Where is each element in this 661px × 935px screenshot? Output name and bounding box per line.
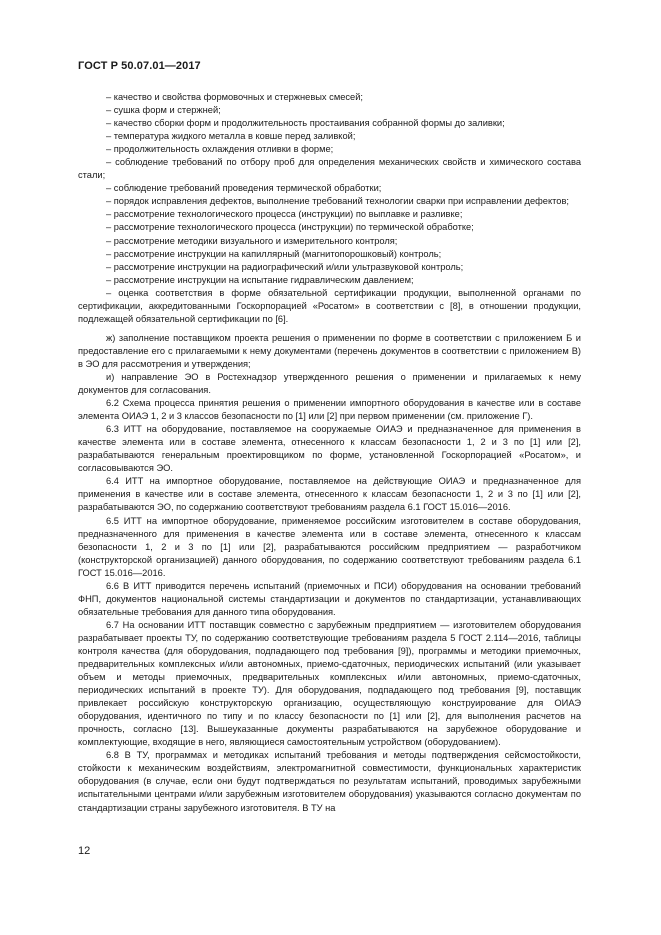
list-item: – рассмотрение технологического процесса (инструкции) по термической обработке; xyxy=(78,221,581,234)
list-item: – порядок исправления дефектов, выполнение требований технологии сварки при исправлении дефектов; xyxy=(78,195,581,208)
paragraph-6-8: 6.8 В ТУ, программах и методиках испытаний требования и методы подтверждения сейсмостойкости, стойкости к механическим воздействиям, электромагнитной совместимости, функциональных характеристик оборудования (в случае, если они будут подтверждаться по результатам испытаний, проводимых зарубежными испытательными центрами и/или зарубежным изготовителем оборудования) указываются согласно документам по стандартизации страны зарубежного изготовителя. В ТУ на xyxy=(78,750,581,813)
paragraph-6-2: 6.2 Схема процесса принятия решения о применении импортного оборудования в качестве или в составе элемента ОИАЭ 1, 2 и 3 классов безопасности по [1] или [2] при первом применении (см. приложение Г). xyxy=(78,398,581,422)
control-items-list xyxy=(78,91,581,326)
list-item: – соблюдение требований проведения термической обработки; xyxy=(78,182,581,195)
paragraph-6-4: 6.4 ИТТ на импортное оборудование, поставляемое на действующие ОИАЭ и предназначенное для применения в качестве или в составе элемента, отнесенного к классам безопасности 1, 2 и 3 по [1] или [2], разрабатываются ЭО, по содержанию соответствуют требованиям раздела 6.1 ГОСТ 15.016—2016. xyxy=(78,476,581,513)
paragraph-6-5: 6.5 ИТТ на импортное оборудование, применяемое российским изготовителем в составе оборудования, предназначенного для применения в качестве элемента или в составе элемента, отнесенного к классам безопасности 1, 2 и 3 по [1] или [2], разрабатываются российским предприятием — разработчиком (конструкторской организацией) данного оборудования, по содержанию соответствуют требованиям раздела 6.1 ГОСТ 15.016—2016. xyxy=(78,515,581,578)
list-item: – соблюдение требований по отбору проб для определения механических свойств и химического состава стали; xyxy=(78,156,581,182)
paragraph-6-7: 6.7 На основании ИТТ поставщик совместно с зарубежным предприятием — изготовителем оборудования разрабатывает проекты ТУ, по содержанию соответствующие требованиям раздела 5 ГОСТ 2.114—2016, таблицы контроля качества (для оборудования, подпадающего под требования [9]), программы и методики приемочных, предварительных комплексных и/или автономных, приемо-сдаточных, периодических испытаний (или указывает объем и методы приемочных, предварительных комплексных и/или автономных, приемо-сдаточных, периодических испытаний в проекте ТУ). Для оборудования, подпадающего под требования [9], поставщик привлекает российскую конструкторскую организацию, осуществляющую конструирование для ОИАЭ оборудования, идентичного по типу и по классу безопасности по [1] или [2], для выполнения расчетов на прочность, согласно [13]. Вышеуказанные документы разрабатываются на зарубежное оборудование и комплектующие, входящие в него, являющиеся самостоятельным устройством (оборудованием). xyxy=(78,619,581,748)
standard-designation: ГОСТ Р 50.07.01—2017 xyxy=(78,60,201,72)
list-item: – продолжительность охлаждения отливки в форме; xyxy=(78,143,581,156)
paragraph-i: и) направление ЭО в Ростехнадзор утвержденного решения о применении и прилагаемых к нему документов для согласования. xyxy=(78,371,581,396)
list-item: – рассмотрение инструкции на радиографический и/или ультразвуковой контроль; xyxy=(78,261,581,274)
list-item: – оценка соответствия в форме обязательной сертификации продукции, выполненной органами по сертификации, аккредитованными Госкорпорацией «Росатом» в соответствии с [8], в отношении продукции, подлежащей обязательной сертификации по [6]. xyxy=(78,287,581,326)
paragraph-6-3: 6.3 ИТТ на оборудование, поставляемое на сооружаемые ОИАЭ и предназначенное для применения в качестве элемента или в составе элемента, отнесенного к классам безопасности 1, 2 и 3 по [1] или [2], разрабатываются генеральным проектировщиком по форме, установленной Госкорпорацией «Росатом», и согласовываются ЭО. xyxy=(78,424,581,474)
list-item: – температура жидкого металла в ковше перед заливкой; xyxy=(78,130,581,143)
list-item: – рассмотрение технологического процесса (инструкции) по выплавке и разливке; xyxy=(78,208,581,221)
list-item: – рассмотрение инструкции на испытание гидравлическим давлением; xyxy=(78,274,581,287)
paragraph-zh: ж) заполнение поставщиком проекта решения о применении по форме в соответствии с приложением Б и предоставление его с прилагаемыми к нему документами (перечень документов в соответствии с приложением В) в ЭО для рассмотрения и утверждения; xyxy=(78,332,581,369)
list-item: – качество и свойства формовочных и стержневых смесей; xyxy=(78,91,581,104)
list-item: – рассмотрение методики визуального и измерительного контроля; xyxy=(78,235,581,248)
list-item: – рассмотрение инструкции на капиллярный (магнитопорошковый) контроль; xyxy=(78,248,581,261)
document-body xyxy=(78,91,581,815)
paragraph-6-6: 6.6 В ИТТ приводится перечень испытаний (приемочных и ПСИ) оборудования на основании требований ФНП, документов национальной системы стандартизации и документов по стандартизации, устанавливающих обязательные требования для данного типа оборудования. xyxy=(78,580,581,617)
list-item: – качество сборки форм и продолжительность простаивания собранной формы до заливки; xyxy=(78,117,581,130)
page-number: 12 xyxy=(78,845,91,857)
list-item: – сушка форм и стержней; xyxy=(78,104,581,117)
